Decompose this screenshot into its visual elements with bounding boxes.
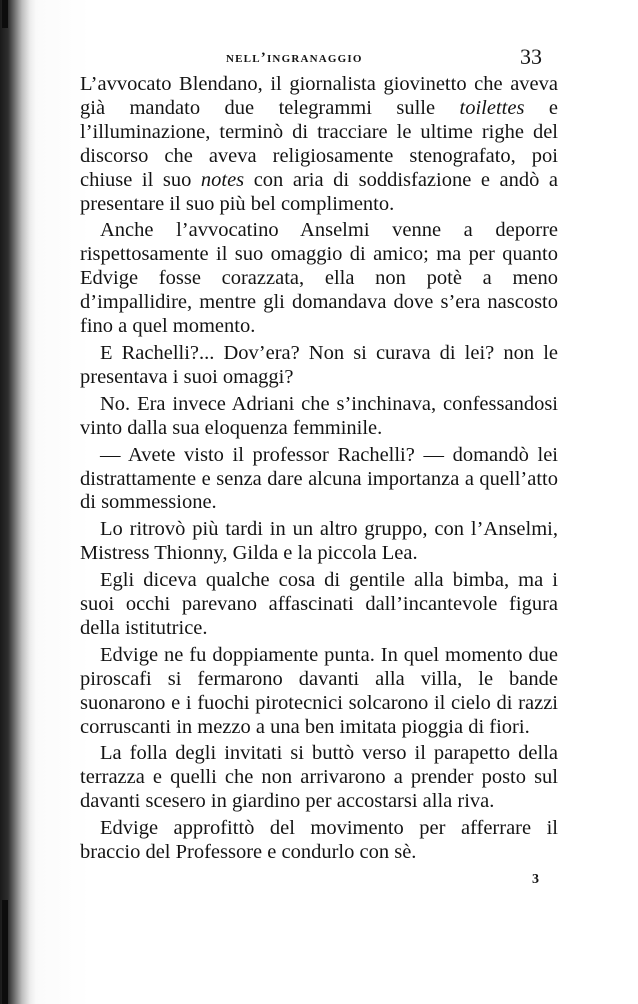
italic-term-notes: notes bbox=[200, 168, 245, 191]
paragraph-1-part-b: e l’illuminazione, terminò di tracciare le ultime righe del discorso che aveva religiosamente stenografato, poi chiuse il suo bbox=[80, 96, 558, 191]
paragraph-8: Edvige ne fu doppiamente punta. In quel momento due piroscafi si fermarono davanti alla villa, le bande suonarono e i fuochi pirotecnici solcarono il cielo di razzi corruscanti in mezzo a una ben imitata pioggia di fiori. bbox=[80, 643, 558, 738]
page-header bbox=[80, 44, 558, 74]
paragraph-4: No. Era invece Adriani che s’inchinava, confessandosi vinto dalla sua eloquenza femminile. bbox=[80, 392, 558, 439]
paragraph-3: E Rachelli?... Dov’era? Non si curava di lei? non le presentava i suoi omaggi? bbox=[80, 341, 558, 388]
spine-mark-top bbox=[2, 0, 8, 28]
body-text bbox=[80, 73, 558, 868]
spine-mark-bottom bbox=[2, 900, 8, 1004]
paragraph-1-part-a: L’avvocato Blendano, il giornalista giovinetto che aveva già mandato due telegrammi sulle bbox=[80, 73, 558, 119]
paragraph-1 bbox=[80, 73, 558, 216]
paragraph-9: La folla degli invitati si buttò verso il parapetto della terrazza e quelli che non arrivarono a prender posto sul davanti scesero in giardino per accostarsi alla riva. bbox=[80, 742, 558, 813]
italic-term-toilettes: toilettes bbox=[459, 96, 525, 119]
page-number: 33 bbox=[520, 44, 542, 69]
paragraph-1-part-c: con aria di soddisfazione e andò a presentare il suo più bel complimento. bbox=[80, 168, 558, 215]
paragraph-10: Edvige approfittò del movimento per afferrare il braccio del Professore e condurlo con sè. bbox=[80, 817, 558, 864]
book-spine-shadow bbox=[0, 0, 36, 1004]
paragraph-7: Egli diceva qualche cosa di gentile alla bimba, ma i suoi occhi parevano affascinati dall’incantevole figura della istitutrice. bbox=[80, 569, 558, 639]
paragraph-5: — Avete visto il professor Rachelli? — domandò lei distrattamente e senza dare alcuna importanza a quell’atto di sommessione. bbox=[80, 443, 558, 514]
paragraph-2: Anche l’avvocatino Anselmi venne a deporre rispettosamente il suo omaggio di amico; ma per quanto Edvige fosse corazzata, ella non potè a meno d’impallidire, mentre gli domandava dove s’era nascosto fino a quel momento. bbox=[80, 219, 558, 338]
paragraph-6: Lo ritrovò più tardi in un altro gruppo, con l’Anselmi, Mistress Thionny, Gilda e la piccola Lea. bbox=[80, 518, 558, 565]
printer-signature-mark: 3 bbox=[532, 872, 539, 887]
running-head: nell’ingranaggio bbox=[226, 50, 363, 66]
